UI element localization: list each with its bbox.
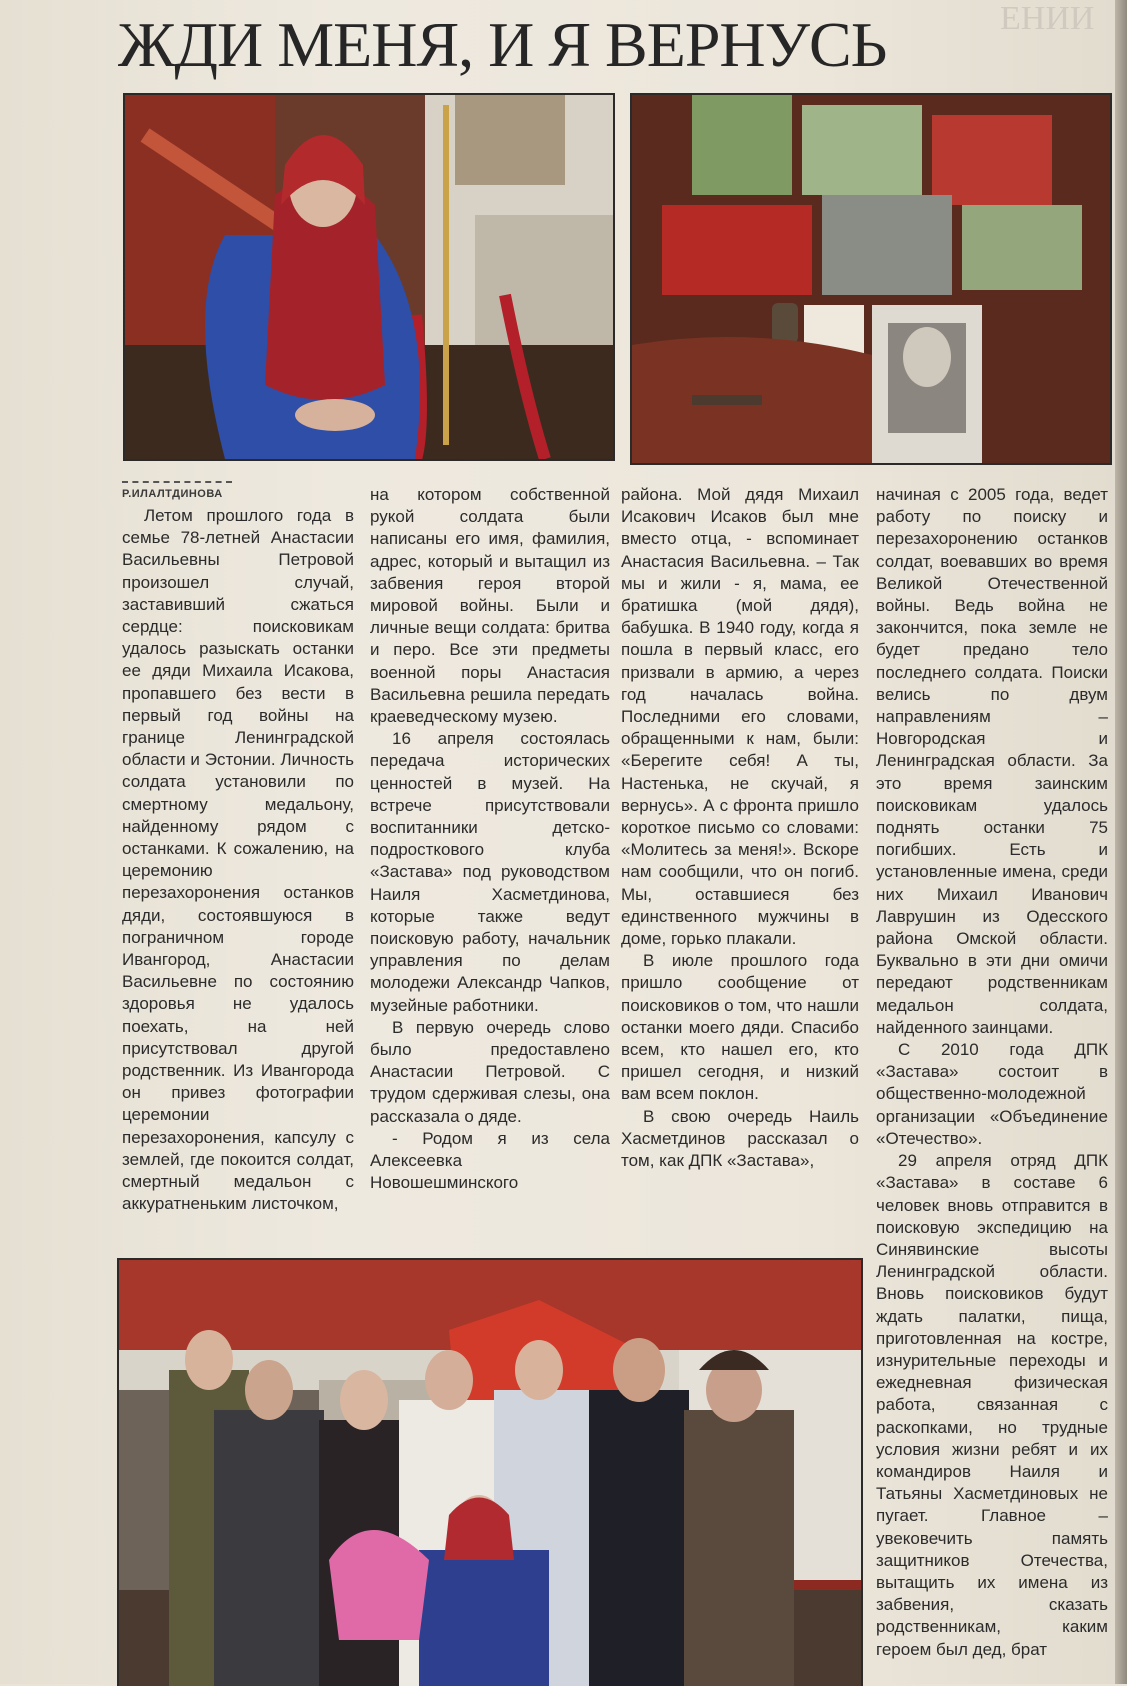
bleed-through-heading: ЕНИИ (1000, 0, 1095, 37)
paragraph: начиная с 2005 года, ведет работу по поиску и перезахоронению останков солдат, воевавших во время Великой Отечественной войны. Ведь война не закончится, пока земле не будет предано тело последнего солдата. Поиски велись по двум направлениям – Новгородская и Ленинградская области. За это время заинским поисковикам удалось поднять останки 75 погибших. Есть и установленные имена, среди них Михаил Иванович Лаврушин из Одесского района Омской области. Буквально в эти дни омичи передают родственникам медальон солдата, найденного заинцами. (876, 485, 1108, 1037)
paragraph: С 2010 года ДПК «Застава» состоит в общественно-молодежной организации «Объединение «Отечество». (876, 1040, 1108, 1148)
byline-rule (122, 481, 232, 483)
paragraph: - Родом я из села Алексеевка Новошешминского (370, 1128, 610, 1193)
paragraph: Летом прошлого года в семье 78-летней Анастасии Васильевны Петровой произошел случай, заставивший сжаться сердце: поисковикам удалось разыскать останки ее дяди Михаила Исакова, пропавшего без вести в первый год войны на границе Ленинградской области и Эстонии. Личность солдата установили по смертному медальону, найденному рядом с останками. К сожалению, на церемонию перезахоронения останков дяди, состоявшуюся в пограничном городе Ивангород, Анастасии Васильевне по состоянию здоровья не удалось поехать, на ней присутствовал другой родственник. Из Ивангорода он привез фотографии церемонии перезахоронения, капсулу с землей, где покоится солдат, смертный медальон с аккуратненьким листочком, (122, 506, 354, 1214)
paragraph: В первую очередь слово было предоставлено Анастасии Петровой. С трудом сдерживая слезы, она рассказала о дяде. (370, 1017, 610, 1126)
paragraph: на котором собственной рукой солдата были написаны его имя, фамилия, адрес, который и вытащил из забвения героя второй мировой войны. Были и личные вещи солдата: бритва и перо. Все эти предметы военной поры Анастасия Васильевна решила передать краеведческому музею. (370, 485, 610, 727)
article-column-3 (621, 484, 859, 1244)
article-byline: Р.ИЛАЛТДИНОВА (122, 488, 223, 500)
article-headline: ЖДИ МЕНЯ, И Я ВЕРНУСЬ (118, 9, 887, 80)
article-column-4 (876, 484, 1108, 1684)
paragraph: района. Мой дядя Михаил Исакович Исаков был мне вместо отца, - вспоминает Анастасия Васильевна. – Так мы и жили - я, мама, ее братишка (мой дядя), бабушка. В 1940 году, когда я пошла в первый класс, его призвали в армию, а через год началась война. Последними его словами, обращенными к нам, были: «Берегите себя! А ты, Настенька, не скучай, я вернусь». А с фронта пришло короткое письмо со словами: «Молитесь за меня!». Вскоре нам сообщили, что он погиб. Мы, оставшиеся без единственного мужчины в доме, горько плакали. (621, 485, 859, 949)
paragraph: 29 апреля отряд ДПК «Застава» в составе 6 человек вновь отправится в поисковую экспедицию на Синявинские высоты Ленинградской области. Вновь поисковиков будут ждать палатки, пища, приготовленная на костре, изнурительные переходы и ежедневная физическая работа, связанная с раскопками, но трудные условия жизни ребят и их командиров Наиля и Татьяны Хасметдиновых не пугает. Главное – увековечить память защитников Отечества, вытащить их имена из забвения, сказать родственникам, каким героем был дед, брат (876, 1151, 1108, 1659)
photo-group (117, 1258, 863, 1686)
photo-artifact-display (630, 93, 1112, 465)
paragraph: 16 апреля состоялась передача исторических ценностей в музей. На встрече присутствовали воспитанники детско-подросткового клуба «Застава» под руководством Наиля Хасметдинова, которые также ведут поисковую работу, начальник управления по делам молодежи Александр Чапков, музейные работники. (370, 729, 610, 1015)
page-edge (1115, 0, 1127, 1684)
photo-elderly-woman (123, 93, 615, 461)
article-column-1 (122, 505, 354, 1232)
paragraph: В июле прошлого года пришло сообщение от поисковиков о том, что нашли останки моего дяди. Спасибо всем, кто нашел его, кто пришел сегодня, и низкий вам всем поклон. (621, 951, 859, 1104)
paragraph: В свою очередь Наиль Хасметдинов рассказал о том, как ДПК «Застава», (621, 1106, 859, 1171)
article-column-2 (370, 484, 610, 1244)
